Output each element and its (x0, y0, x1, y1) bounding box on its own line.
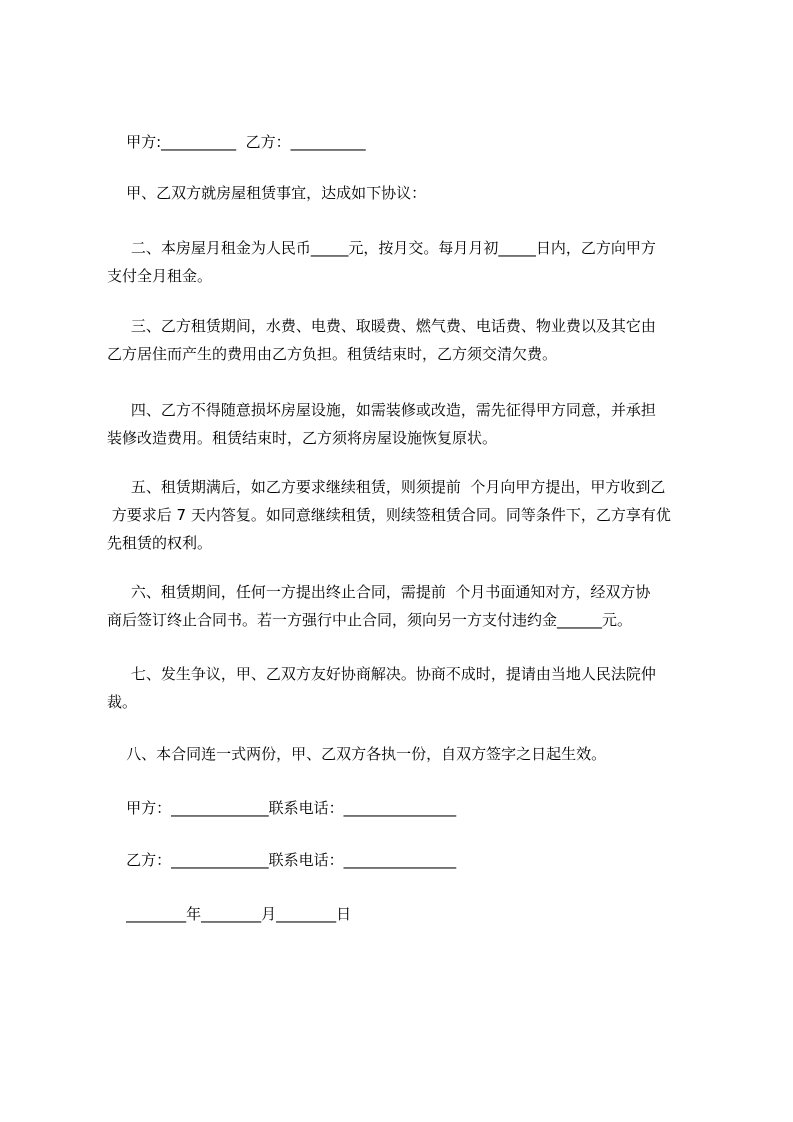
clause-5-line-1: 五、租赁期满后，如乙方要求继续租赁，则须提前 个月向甲方提出，甲方收到乙 (107, 478, 666, 496)
clause-2-line-2: 支付全月租金。 (107, 267, 213, 285)
clause-6-line-2: 商后签订终止合同书。若一方强行中止合同，须向另一方支付违约金______元。 (107, 611, 633, 629)
clause-6-line-1: 六、租赁期间，任何一方提出终止合同，需提前 个月书面通知对方，经双方协 (107, 583, 651, 601)
clause-5 (107, 473, 707, 557)
date-line: ________年________月________日 (107, 905, 352, 923)
signature-party-a: 甲方：_____________联系电话：_______________ (107, 799, 457, 817)
clause-7-line-2: 裁。 (107, 693, 138, 711)
clause-7-line-1: 七、发生争议，甲、乙双方友好协商解决。协商不成时，提请由当地人民法院仲 (107, 665, 656, 683)
clause-2 (107, 234, 707, 290)
parties-header: 甲方:__________ 乙方：__________ (107, 133, 366, 151)
clause-2-line-1: 二、本房屋月租金为人民币_____元，按月交。每月月初_____日内，乙方向甲方 (107, 239, 656, 257)
clause-4-line-1: 四、乙方不得随意损坏房屋设施，如需装修或改造，需先征得甲方同意，并承担 (107, 401, 656, 419)
clause-6 (107, 578, 707, 634)
clause-4-line-2: 装修改造费用。租赁结束时，乙方须将房屋设施恢复原状。 (107, 429, 498, 447)
clause-3 (107, 312, 707, 368)
clause-3-line-1: 三、乙方租赁期间，水费、电费、取暖费、燃气费、电话费、物业费以及其它由 (107, 317, 656, 335)
clause-3-line-2: 乙方居住而产生的费用由乙方负担。租赁结束时，乙方须交清欠费。 (107, 345, 558, 363)
clause-8-line-1: 八、本合同连一式两份，甲、乙双方各执一份，自双方签字之日起生效。 (107, 745, 607, 763)
clause-5-line-3: 先租赁的权利。 (107, 534, 213, 552)
clause-5-line-2: 方要求后 7 天内答复。如同意继续租赁，则续签租赁合同。同等条件下，乙方享有优 (107, 506, 671, 524)
clause-4 (107, 396, 707, 452)
signature-party-b: 乙方：_____________联系电话：_______________ (107, 851, 457, 869)
clause-7 (107, 660, 707, 716)
clause-8 (107, 740, 707, 768)
agreement-intro: 甲、乙双方就房屋租赁事宜，达成如下协议： (107, 184, 427, 202)
